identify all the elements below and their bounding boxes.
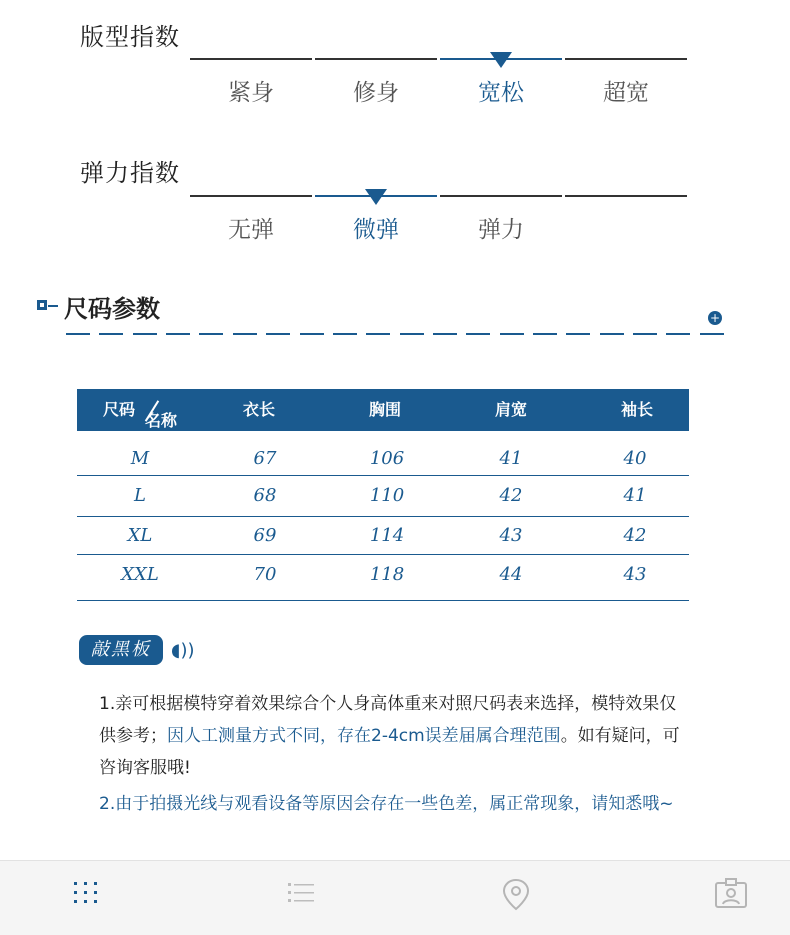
column-header-chest: 胸围 — [368, 400, 401, 419]
corner-label-size: 尺码 — [103, 400, 136, 419]
stretch-option-stretchy[interactable]: 弹力 — [440, 195, 562, 255]
stretch-option-slight[interactable]: 微弹 — [315, 195, 437, 255]
value-cell: 43 — [499, 525, 523, 546]
fit-option-slim[interactable]: 修身 — [315, 58, 437, 118]
value-cell: 106 — [369, 448, 405, 469]
size-table — [77, 389, 689, 601]
value-cell: 40 — [623, 448, 647, 469]
size-note-1 — [99, 688, 689, 784]
value-cell: 114 — [369, 525, 405, 546]
nav-grid-button[interactable] — [27, 861, 147, 931]
fit-index-scale — [190, 58, 688, 118]
speaker-icon: ◖)) — [171, 640, 195, 661]
size-cell: XL — [127, 525, 153, 546]
table-corner-header — [77, 389, 203, 431]
bottom-nav-bar — [0, 860, 790, 935]
value-cell: 41 — [499, 448, 523, 469]
selected-marker-icon — [365, 189, 387, 205]
value-cell: 68 — [253, 485, 277, 506]
selected-marker-icon — [490, 52, 512, 68]
table-row — [77, 555, 689, 601]
value-cell: 41 — [623, 485, 647, 506]
size-cell: M — [130, 448, 150, 469]
list-icon — [286, 877, 316, 907]
section-dashed-underline — [66, 333, 724, 335]
nav-list-button[interactable] — [242, 861, 362, 931]
size-section-title: 尺码参数 — [64, 295, 160, 323]
size-table-header — [77, 389, 689, 431]
location-pin-icon — [501, 877, 531, 911]
stretch-index-title: 弹力指数 — [80, 159, 180, 187]
table-row — [77, 476, 689, 517]
plus-circle-icon: + — [709, 311, 721, 325]
column-header-length: 衣长 — [242, 400, 275, 419]
value-cell: 110 — [369, 485, 405, 506]
fit-option-extra-wide[interactable]: 超宽 — [565, 58, 687, 118]
note-1-text-end: 。如有疑问，可咨询客服哦! — [99, 726, 680, 778]
nav-location-button[interactable] — [457, 861, 577, 931]
value-cell: 42 — [623, 525, 647, 546]
grid-icon — [71, 877, 101, 907]
section-bullet-icon — [37, 300, 47, 310]
section-dash-divider — [48, 305, 58, 307]
value-cell: 42 — [499, 485, 523, 506]
fit-option-loose[interactable]: 宽松 — [440, 58, 562, 118]
column-header-sleeve: 袖长 — [620, 400, 653, 419]
value-cell: 70 — [253, 564, 277, 585]
corner-label-name: 名称 — [145, 411, 178, 430]
value-cell: 118 — [369, 564, 405, 585]
nav-contact-button[interactable] — [670, 861, 790, 931]
table-row — [77, 431, 689, 476]
note-1-text: 1.亲可根据模特穿着效果综合个人身高体重来对照尺码表来选择，模特效果仅供参考； — [99, 694, 677, 746]
column-header-shoulder: 肩宽 — [494, 400, 527, 419]
contact-card-icon — [714, 877, 748, 911]
value-cell: 44 — [499, 564, 523, 585]
knock-blackboard-badge: 敲黑板 — [79, 635, 163, 665]
stretch-index-scale — [190, 195, 688, 255]
fit-index-title: 版型指数 — [80, 23, 180, 51]
fit-option-tight[interactable]: 紧身 — [190, 58, 312, 118]
size-cell: XXL — [121, 564, 159, 585]
size-cell: L — [134, 485, 146, 506]
note-1-highlight: 因人工测量方式不同，存在2-4cm误差届属合理范围 — [167, 726, 561, 746]
table-row — [77, 517, 689, 555]
value-cell: 69 — [253, 525, 277, 546]
stretch-option-empty — [565, 195, 687, 255]
value-cell: 67 — [253, 448, 277, 469]
stretch-option-none[interactable]: 无弹 — [190, 195, 312, 255]
size-note-2: 2.由于拍摄光线与观看设备等原因会存在一些色差，属正常现象，请知悉哦~ — [99, 794, 674, 814]
value-cell: 43 — [623, 564, 647, 585]
